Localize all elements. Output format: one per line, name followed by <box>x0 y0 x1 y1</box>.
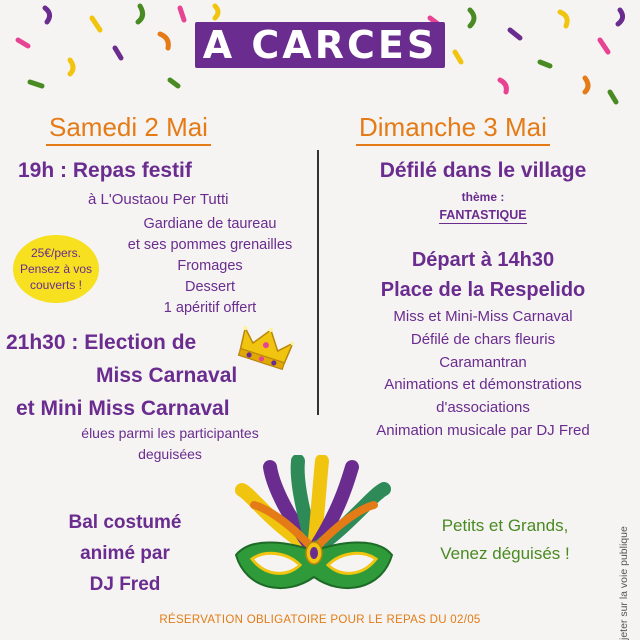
parade-title: Défilé dans le village <box>379 159 587 182</box>
election-title: Miss Carnaval <box>96 364 238 387</box>
badge-line: 25€/pers. <box>30 246 82 260</box>
election-title: et Mini Miss Carnaval <box>16 397 230 420</box>
departure-time: Départ à 14h30 <box>411 249 555 271</box>
menu-item: 1 apéritif offert <box>163 300 257 316</box>
election-title: 21h30 : Election de <box>6 331 197 354</box>
menu-item: Dessert <box>185 279 235 295</box>
activity-item: Animations et démonstrations <box>384 376 582 394</box>
side-note: jeter sur la voie publique <box>618 526 630 640</box>
theme-value-text: FANTASTIQUE <box>439 208 527 222</box>
theme-value <box>326 208 640 222</box>
invite-message <box>410 512 600 568</box>
election-subtitle-line: deguisées <box>138 446 202 462</box>
activity-item: d'associations <box>436 399 530 417</box>
menu-list <box>100 214 320 319</box>
activity-item: Animation musicale par DJ Fred <box>376 421 590 439</box>
badge-line: Pensez à vos <box>19 262 93 276</box>
election-subtitle-line: élues parmi les participantes <box>81 425 259 441</box>
activity-item: Défilé de chars fleuris <box>410 330 556 348</box>
carnival-mask-icon <box>232 455 397 605</box>
meal-venue: à L'Oustaou Per Tutti <box>88 191 229 208</box>
activity-item: Caramantran <box>439 353 527 371</box>
activities-list <box>326 306 640 443</box>
footer-notice: RÉSERVATION OBLIGATOIRE POUR LE REPAS DU 02/05 <box>159 614 481 626</box>
invite-line: Venez déguisés ! <box>440 544 570 563</box>
ball-announcement <box>40 507 210 600</box>
price-badge <box>13 235 99 303</box>
departure-place: Place de la Respelido <box>380 279 586 301</box>
crown-icon <box>236 325 294 371</box>
meal-title: 19h : Repas festif <box>18 159 192 182</box>
menu-item: Gardiane de taureau <box>143 216 277 232</box>
ball-line: DJ Fred <box>89 574 161 595</box>
theme-label: thème : <box>461 190 505 204</box>
page-title: A CARCES <box>195 22 445 68</box>
saturday-heading: Samedi 2 Mai <box>46 112 211 146</box>
activity-item: Miss et Mini-Miss Carnaval <box>393 308 573 325</box>
ball-line: Bal costumé <box>68 512 182 533</box>
sunday-heading: Dimanche 3 Mai <box>356 112 550 146</box>
badge-line: couverts ! <box>29 278 83 292</box>
ball-line: animé par <box>80 543 170 564</box>
column-divider <box>317 150 319 415</box>
menu-item: Fromages <box>177 258 243 274</box>
menu-item: et ses pommes grenailles <box>127 237 293 253</box>
invite-line: Petits et Grands, <box>441 516 569 535</box>
